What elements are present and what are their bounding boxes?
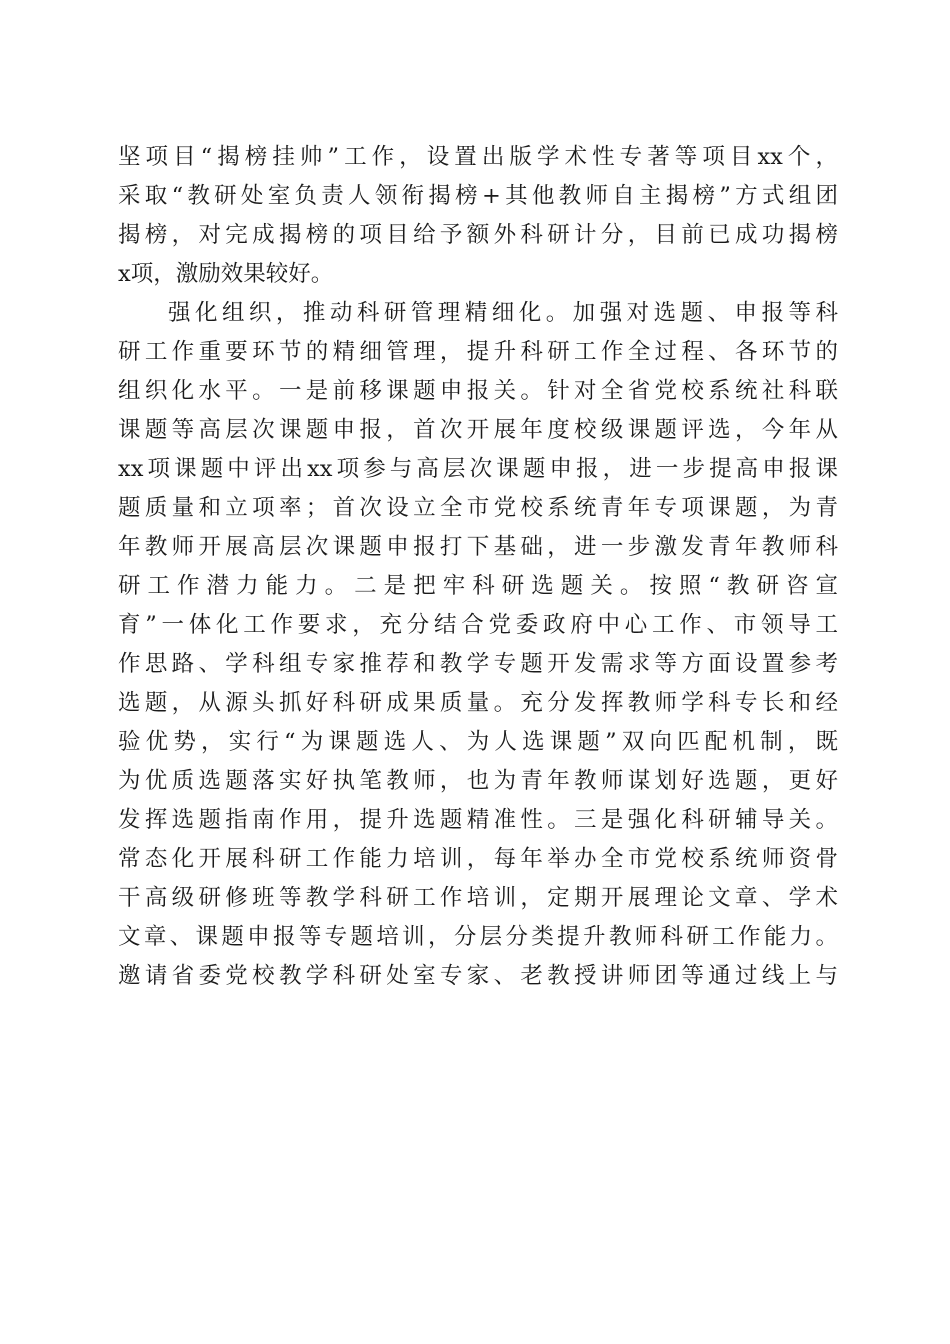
text-line: 组织化水平。一是前移课题申报关。针对全省党校系统社科联	[118, 378, 838, 404]
text-line: xx项课题中评出xx项参与高层次课题申报，进一步提高申报课	[118, 456, 838, 482]
text-line: 坚项目“揭榜挂帅”工作，设置出版学术性专著等项目xx个，	[118, 144, 838, 170]
text-line: 题质量和立项率；首次设立全市党校系统青年专项课题，为青	[118, 495, 838, 521]
text-line: 文章、课题申报等专题培训，分层分类提升教师科研工作能力。	[118, 924, 838, 950]
text-line: 揭榜，对完成揭榜的项目给予额外科研计分，目前已成功揭榜	[118, 222, 838, 248]
text-line: 采取“教研处室负责人领衔揭榜+其他教师自主揭榜”方式组团	[118, 183, 838, 209]
paragraph-2	[118, 294, 838, 996]
text-line: 强化组织，推动科研管理精细化。加强对选题、申报等科	[168, 300, 838, 326]
text-line: 干高级研修班等教学科研工作培训，定期开展理论文章、学术	[118, 885, 838, 911]
text-line: 研工作潜力能力。二是把牢科研选题关。按照“教研咨宣	[118, 573, 838, 599]
text-line: 验优势，实行“为课题选人、为人选课题”双向匹配机制，既	[118, 729, 838, 755]
text-line: 育”一体化工作要求，充分结合党委政府中心工作、市领导工	[118, 612, 838, 638]
text-line: 常态化开展科研工作能力培训，每年举办全市党校系统师资骨	[118, 846, 838, 872]
text-line: 发挥选题指南作用，提升选题精准性。三是强化科研辅导关。	[118, 807, 838, 833]
body-text	[118, 138, 838, 996]
paragraph-1	[118, 138, 838, 294]
text-line: 课题等高层次课题申报，首次开展年度校级课题评选，今年从	[118, 417, 838, 443]
text-line: x项，激励效果较好。	[118, 261, 334, 287]
text-line: 研工作重要环节的精细管理，提升科研工作全过程、各环节的	[118, 339, 838, 365]
text-line: 作思路、学科组专家推荐和教学专题开发需求等方面设置参考	[118, 651, 838, 677]
text-line: 为优质选题落实好执笔教师，也为青年教师谋划好选题，更好	[118, 768, 838, 794]
text-line: 邀请省委党校教学科研处室专家、老教授讲师团等通过线上与	[118, 963, 838, 989]
text-line: 年教师开展高层次课题申报打下基础，进一步激发青年教师科	[118, 534, 838, 560]
text-line: 选题，从源头抓好科研成果质量。充分发挥教师学科专长和经	[118, 690, 838, 716]
